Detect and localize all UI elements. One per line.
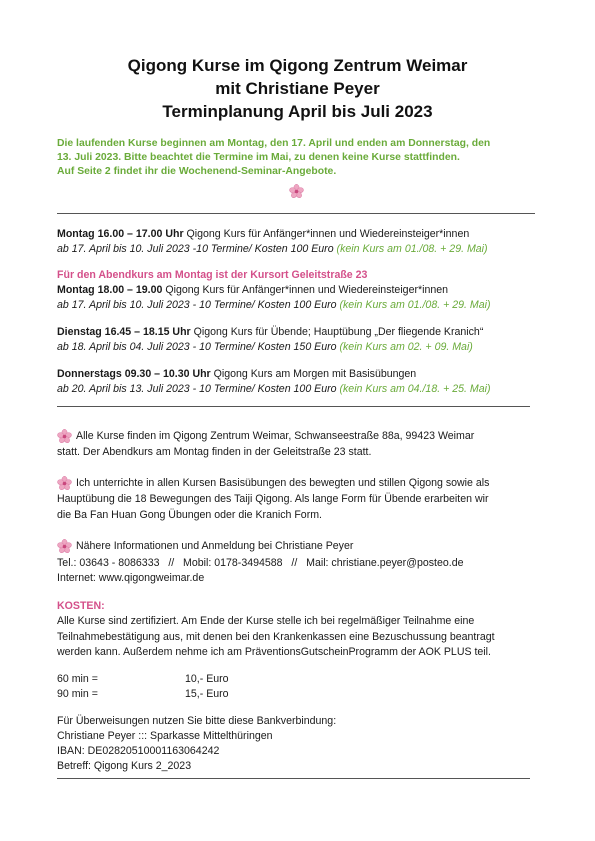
costs-heading: KOSTEN: <box>57 600 105 612</box>
location-info-line-2: statt. Der Abendkurs am Montag finden in der Geleitstraße 23 statt. <box>57 446 372 458</box>
divider <box>57 213 535 214</box>
course-description: Qigong Kurs am Morgen mit Basisübungen <box>210 368 417 380</box>
bank-intro: Für Überweisungen nutzen Sie bitte diese Bankverbindung: <box>57 715 337 727</box>
bank-reference: Betreff: Qigong Kurs 2_2023 <box>57 760 192 772</box>
course-tuesday <box>57 325 557 340</box>
contact-details: Tel.: 03643 - 8086333 // Mobil: 0178-3494588 // Mail: christiane.peyer@posteo.de <box>57 557 464 569</box>
course-note: (kein Kurs am 01./08. + 29. Mai) <box>333 243 488 255</box>
course-dates: ab 20. April bis 13. Juli 2023 - 10 Termine/ Kosten 100 Euro <box>57 383 337 395</box>
costs-text-line-1: Alle Kurse sind zertifiziert. Am Ende der Kurse stelle ich bei regelmäßiger Teilnahme eine <box>57 615 475 627</box>
pink-flower-icon <box>289 184 304 199</box>
teaching-info-line-1: Ich unterrichte in allen Kursen Basisübungen des bewegten und stillen Qigong sowie als <box>76 477 490 489</box>
divider <box>57 778 530 779</box>
course-time: Dienstag 16.45 – 18.15 Uhr <box>57 326 191 338</box>
page-title-line-1: Qigong Kurse im Qigong Zentrum Weimar <box>127 56 468 75</box>
location-info-line-1: Alle Kurse finden im Qigong Zentrum Weimar, Schwanseestraße 88a, 99423 Weimar <box>76 430 475 442</box>
course-dates: ab 18. April bis 04. Juli 2023 - 10 Termine/ Kosten 150 Euro <box>57 341 337 353</box>
course-dates: ab 17. April bis 10. Juli 2023 -10 Termine/ Kosten 100 Euro <box>57 243 334 255</box>
divider <box>57 406 530 407</box>
course-description: Qigong Kurs für Übende; Hauptübung „Der fliegende Kranich“ <box>190 326 484 338</box>
price-value: 15,- Euro <box>185 688 229 700</box>
price-row <box>57 687 542 703</box>
course-note: (kein Kurs am 02. + 09. Mai) <box>336 341 473 353</box>
course-time: Donnerstags 09.30 – 10.30 Uhr <box>57 368 211 380</box>
course-monday-afternoon <box>57 227 557 242</box>
course-note: (kein Kurs am 04./18. + 25. Mai) <box>336 383 491 395</box>
costs-text-line-3: werden kann. Außerdem nehme ich am PräventionsGutscheinProgramm der AOK PLUS teil. <box>57 646 491 658</box>
page-title-line-2: mit Christiane Peyer <box>215 79 380 98</box>
bank-holder: Christiane Peyer ::: Sparkasse Mittelthüringen <box>57 730 273 742</box>
evening-course-location-note: Für den Abendkurs am Montag ist der Kursort Geleitstraße 23 <box>57 269 368 281</box>
course-description: Qigong Kurs für Anfänger*innen und Wiedereinsteiger*innen <box>183 228 470 240</box>
price-value: 10,- Euro <box>185 673 229 685</box>
teaching-info-line-3: die Ba Fan Huan Gong Übungen oder die Kranich Form. <box>57 509 322 521</box>
intro-line-3: Auf Seite 2 findet ihr die Wochenend-Seminar-Angebote. <box>57 166 337 177</box>
page-title-line-3: Terminplanung April bis Juli 2023 <box>162 102 433 121</box>
course-monday-evening <box>57 283 557 298</box>
costs-text-line-2: Teilnahmebestätigung aus, mit denen bei den Krankenkassen eine Bezuschussung beantragt <box>57 631 495 643</box>
course-time: Montag 16.00 – 17.00 Uhr <box>57 228 184 240</box>
course-thursday <box>57 367 557 382</box>
course-time: Montag 18.00 – 19.00 <box>57 284 163 296</box>
contact-title: Nähere Informationen und Anmeldung bei Christiane Peyer <box>76 540 354 552</box>
bank-iban: IBAN: DE02820510001163064242 <box>57 745 220 757</box>
course-dates: ab 17. April bis 10. Juli 2023 - 10 Termine/ Kosten 100 Euro <box>57 299 337 311</box>
course-thursday-dates <box>57 382 557 397</box>
price-label: 90 min = <box>57 688 98 700</box>
course-description: Qigong Kurs für Anfänger*innen und Wiedereinsteiger*innen <box>162 284 449 296</box>
course-monday-afternoon-dates <box>57 242 557 257</box>
course-note: (kein Kurs am 01./08. + 29. Mai) <box>336 299 491 311</box>
location-info <box>57 429 542 445</box>
intro-line-2: 13. Juli 2023. Bitte beachtet die Termine im Mai, zu denen keine Kurse stattfinden. <box>57 152 460 163</box>
course-tuesday-dates <box>57 340 557 355</box>
intro-line-1: Die laufenden Kurse beginnen am Montag, den 17. April und enden am Donnerstag, den <box>57 138 491 149</box>
course-monday-evening-dates <box>57 298 557 313</box>
price-label: 60 min = <box>57 673 98 685</box>
teaching-info-line-2: Hauptübung die 18 Bewegungen des Taiji Qigong. Als lange Form für Übende erarbeiten wir <box>57 493 489 505</box>
website-link[interactable]: Internet: www.qigongweimar.de <box>57 572 205 584</box>
price-row <box>57 672 542 688</box>
